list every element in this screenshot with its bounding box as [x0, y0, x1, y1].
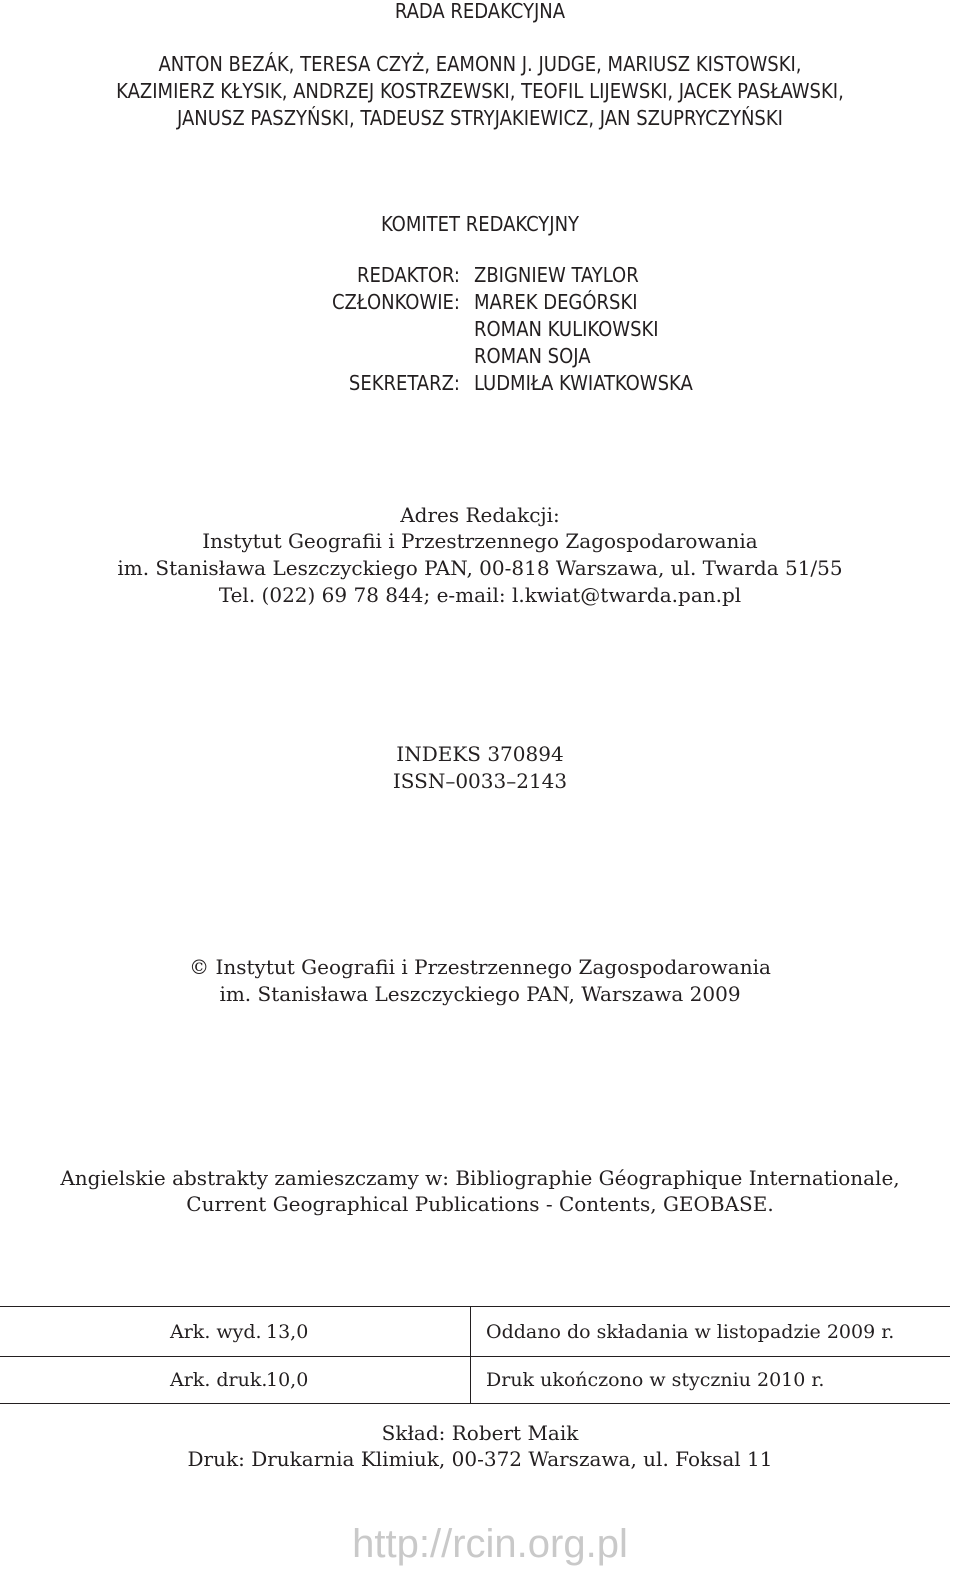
- adres-title: Adres Redakcji:: [400, 503, 560, 527]
- rada-members-line-2: KAZIMIERZ KŁYSIK, ANDRZEJ KOSTRZEWSKI, TEOFIL LIJEWSKI, JACEK PASŁAWSKI,: [116, 79, 844, 103]
- sekretarz-label: SEKRETARZ:: [348, 371, 460, 395]
- rada-members-line-3: JANUSZ PASZYŃSKI, TADEUSZ STRYJAKIEWICZ, JAN SZUPRYCZYŃSKI: [177, 106, 783, 130]
- adres-line-2: im. Stanisława Leszczyckiego PAN, 00-818 Warszawa, ul. Twarda 51/55: [117, 556, 843, 580]
- redaktor-label: REDAKTOR:: [356, 263, 460, 287]
- druk-credit: Druk: Drukarnia Klimiuk, 00-372 Warszawa, ul. Foksal 11: [187, 1447, 773, 1471]
- sklad-credit: Skład: Robert Maik: [381, 1421, 579, 1445]
- table-top-rule: [0, 1306, 950, 1307]
- adres-line-1: Instytut Geografii i Przestrzennego Zagospodarowania: [202, 529, 758, 553]
- copyright-icon: ©: [189, 955, 210, 979]
- czlonek-name-1: MAREK DEGÓRSKI: [474, 290, 638, 314]
- czlonek-name-3: ROMAN SOJA: [474, 344, 591, 368]
- copyright-line-1: [0, 954, 960, 981]
- abstracts-line-1: Angielskie abstrakty zamieszczamy w: Bibliographie Géographique Internationale,: [60, 1166, 900, 1190]
- druk-ukonczono-note: Druk ukończono w styczniu 2010 r.: [486, 1369, 825, 1391]
- czlonek-name-2: ROMAN KULIKOWSKI: [474, 317, 659, 341]
- ark-wyd-label: Ark. wyd.: [170, 1321, 262, 1343]
- ark-druk-value: 10,0: [266, 1369, 309, 1391]
- sekretarz-name: LUDMIŁA KWIATKOWSKA: [474, 371, 693, 395]
- ark-wyd-value: 13,0: [266, 1321, 309, 1343]
- oddano-note: Oddano do składania w listopadzie 2009 r.: [486, 1321, 895, 1343]
- abstracts-line-2: Current Geographical Publications - Contents, GEOBASE.: [186, 1192, 774, 1216]
- rada-members-line-1: ANTON BEZÁK, TERESA CZYŻ, EAMONN J. JUDGE, MARIUSZ KISTOWSKI,: [158, 52, 802, 76]
- indeks-number: INDEKS 370894: [396, 742, 564, 766]
- komitet-title: KOMITET REDAKCYJNY: [380, 212, 580, 236]
- issn-number: ISSN–0033–2143: [392, 769, 568, 793]
- copyright-institute: Instytut Geografii i Przestrzennego Zagospodarowania: [215, 955, 771, 979]
- table-middle-rule: [0, 1356, 950, 1357]
- table-bottom-rule: [0, 1403, 950, 1404]
- watermark-url: http://rcin.org.pl: [352, 1522, 628, 1566]
- rada-title: RADA REDAKCYJNA: [394, 0, 566, 23]
- czlonkowie-label: CZŁONKOWIE:: [331, 290, 460, 314]
- adres-line-3: Tel. (022) 69 78 844; e-mail: l.kwiat@twarda.pan.pl: [218, 583, 742, 607]
- table-column-divider: [470, 1307, 471, 1403]
- redaktor-name: ZBIGNIEW TAYLOR: [474, 263, 639, 287]
- copyright-line-2: im. Stanisława Leszczyckiego PAN, Warszawa 2009: [219, 982, 741, 1006]
- ark-druk-label: Ark. druk.: [170, 1369, 268, 1391]
